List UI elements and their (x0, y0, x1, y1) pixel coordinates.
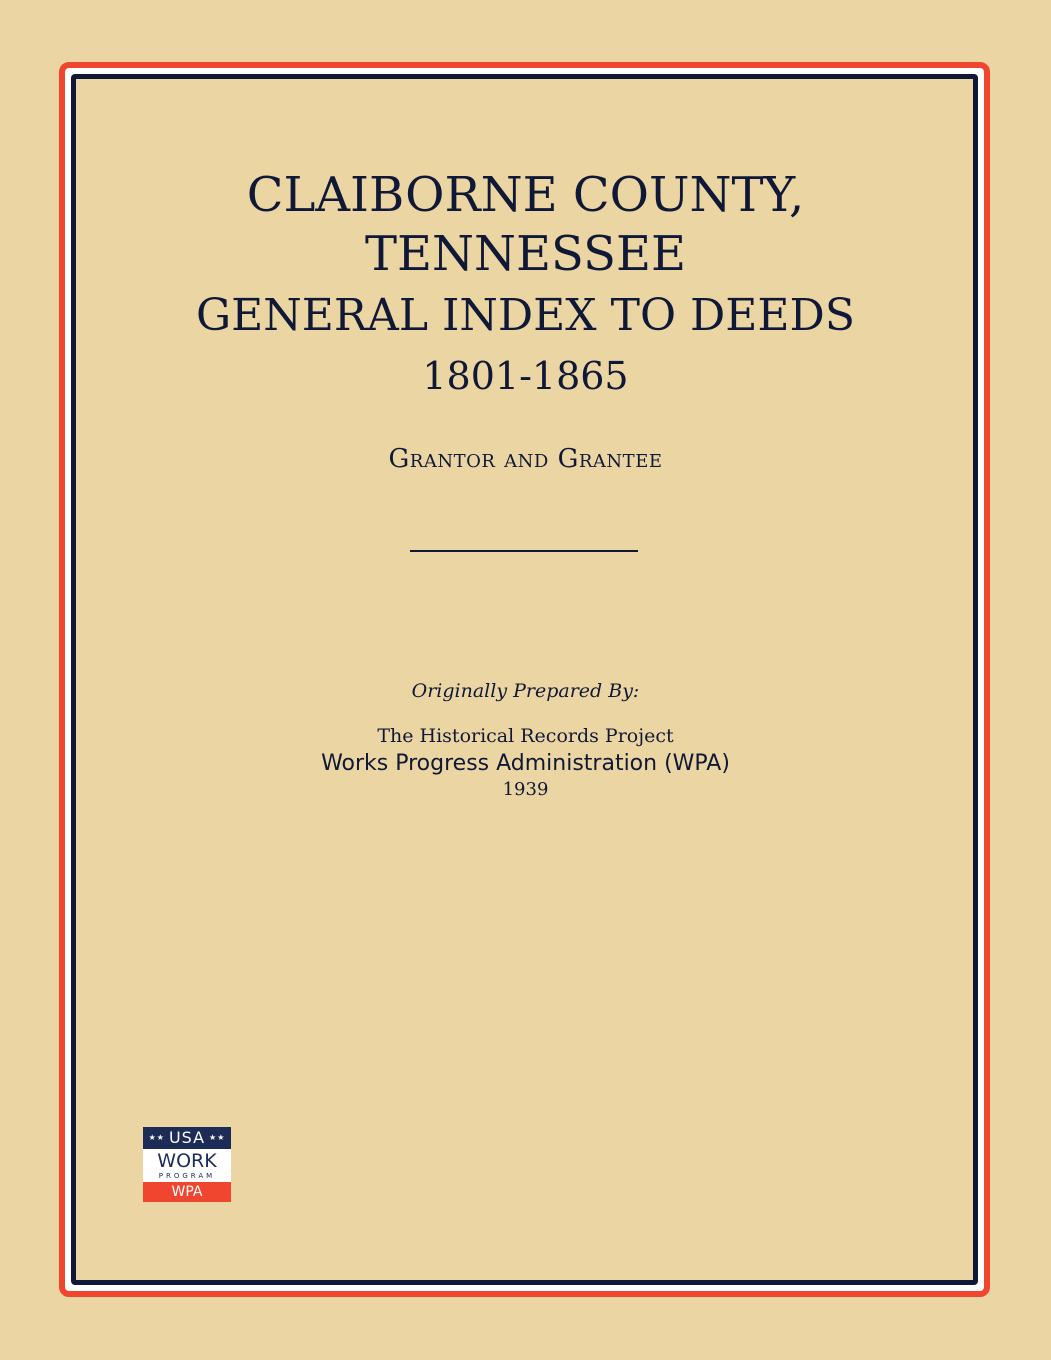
star-icon: ★★ (209, 1133, 226, 1142)
usa-work-program-logo (143, 1127, 231, 1202)
logo-middle-band (143, 1149, 231, 1182)
logo-work-text: WORK (157, 1150, 217, 1172)
organization-name: The Historical Records Project (377, 725, 674, 747)
publication-year: 1939 (502, 779, 549, 800)
logo-top-band (143, 1127, 231, 1149)
title-line-state: TENNESSEE (364, 226, 687, 282)
logo-wpa-text: WPA (143, 1182, 231, 1202)
logo-program-text: PROGRAM (158, 1172, 216, 1180)
logo-usa-text: USA (168, 1128, 206, 1147)
star-icon: ★★ (148, 1133, 165, 1142)
prepared-by-label: Originally Prepared By: (411, 680, 640, 702)
title-line-index: GENERAL INDEX TO DEEDS (196, 290, 855, 341)
year-range: 1801-1865 (422, 354, 629, 398)
subtitle: Grantor and Grantee (388, 444, 663, 474)
agency-name: Works Progress Administration (WPA) (321, 751, 730, 776)
title-line-county: CLAIBORNE COUNTY, (246, 167, 805, 223)
horizontal-divider (410, 550, 638, 552)
